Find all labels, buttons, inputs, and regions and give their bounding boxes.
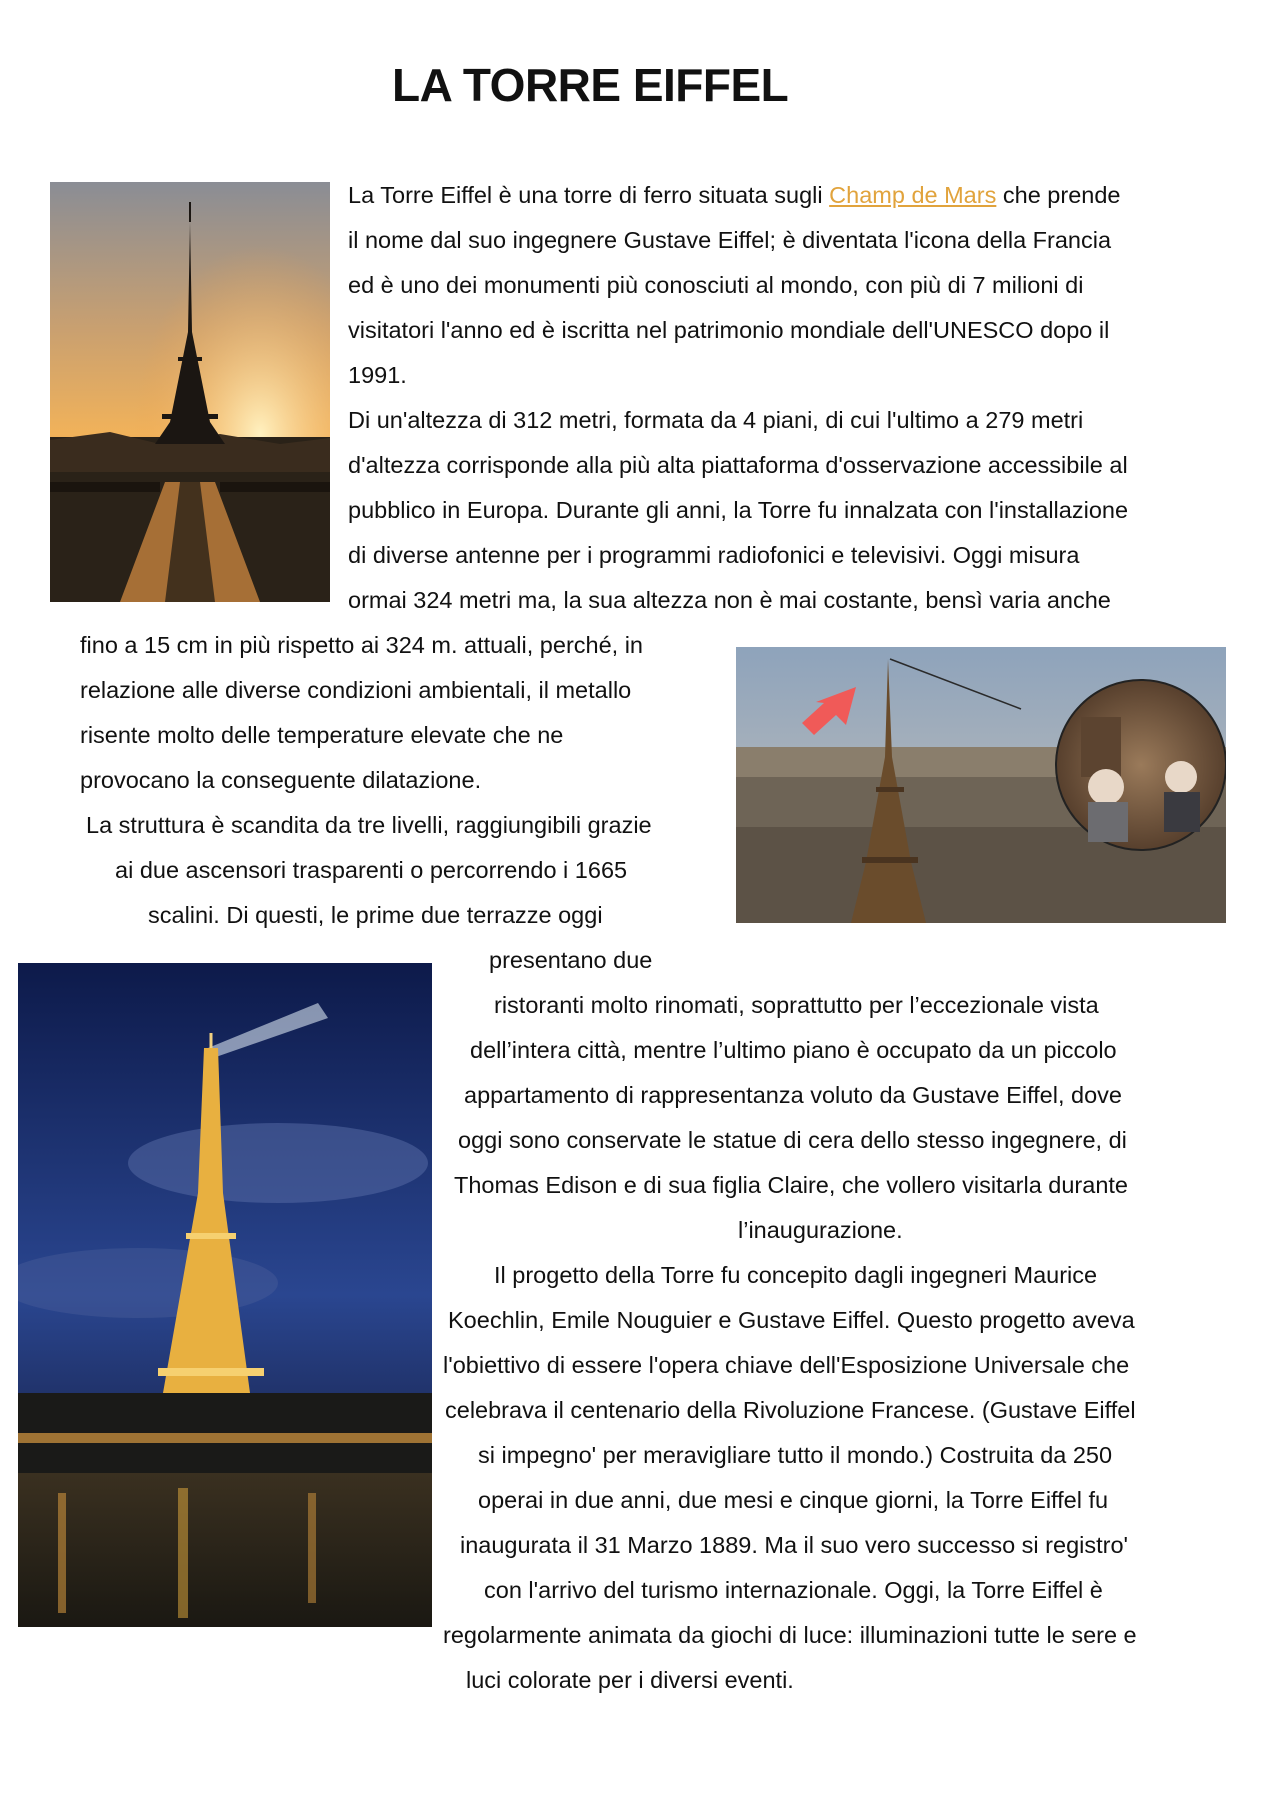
text-line: presentano due — [489, 947, 653, 973]
text-line: d'altezza corrisponde alla più alta piattaforma d'osservazione accessibile al — [348, 452, 1128, 478]
text-line: visitatori l'anno ed è iscritta nel patrimonio mondiale dell'UNESCO dopo il — [348, 317, 1110, 343]
text-line: l’inaugurazione. — [738, 1217, 903, 1243]
text-line: di diverse antenne per i programmi radiofonici e televisivi. Oggi misura — [348, 542, 1080, 568]
text-line: operai in due anni, due mesi e cinque giorni, la Torre Eiffel fu — [478, 1487, 1109, 1513]
text-line: ristoranti molto rinomati, soprattutto per l’eccezionale vista — [494, 992, 1099, 1018]
text-line: pubblico in Europa. Durante gli anni, la Torre fu innalzata con l'installazione — [348, 497, 1129, 523]
text-line: luci colorate per i diversi eventi. — [466, 1667, 794, 1693]
champ-de-mars-link[interactable]: Champ de Mars — [829, 182, 997, 208]
text-segment: La Torre Eiffel è una torre di ferro situata sugli — [348, 182, 823, 208]
text-line: scalini. Di questi, le prime due terrazze oggi — [148, 902, 603, 928]
text-line: appartamento di rappresentanza voluto da Gustave Eiffel, dove — [464, 1082, 1122, 1108]
text-line: Koechlin, Emile Nouguier e Gustave Eiffel. Questo progetto aveva — [448, 1307, 1135, 1333]
text-line: risente molto delle temperature elevate che ne — [80, 722, 564, 748]
text-line: fino a 15 cm in più rispetto ai 324 m. attuali, perché, in — [80, 632, 644, 658]
text-line: celebrava il centenario della Rivoluzione Francese. (Gustave Eiffel — [445, 1397, 1136, 1423]
text-line: ai due ascensori trasparenti o percorrendo i 1665 — [115, 857, 628, 883]
text-line — [348, 180, 1120, 210]
text-line: con l'arrivo del turismo internazionale. Oggi, la Torre Eiffel è — [484, 1577, 1103, 1603]
text-line: regolarmente animata da giochi di luce: illuminazioni tutte le sere e — [443, 1622, 1137, 1648]
text-line: inaugurata il 31 Marzo 1889. Ma il suo vero successo si registro' — [460, 1532, 1129, 1558]
text-line: ormai 324 metri ma, la sua altezza non è mai costante, bensì varia anche — [348, 587, 1111, 613]
text-line: Di un'altezza di 312 metri, formata da 4 piani, di cui l'ultimo a 279 metri — [348, 407, 1084, 433]
text-line: ed è uno dei monumenti più conosciuti al mondo, con più di 7 milioni di — [348, 272, 1084, 298]
page-title: LA TORRE EIFFEL — [392, 59, 789, 111]
text-line: Thomas Edison e di sua figlia Claire, che vollero visitarla durante — [454, 1172, 1128, 1198]
text-line: Il progetto della Torre fu concepito dagli ingegneri Maurice — [494, 1262, 1098, 1288]
text-line: si impegno' per meravigliare tutto il mondo.) Costruita da 250 — [478, 1442, 1113, 1468]
text-line: relazione alle diverse condizioni ambientali, il metallo — [80, 677, 632, 703]
text-line: La struttura è scandita da tre livelli, raggiungibili grazie — [86, 812, 652, 838]
text-line: oggi sono conservate le statue di cera dello stesso ingegnere, di — [458, 1127, 1127, 1153]
eiffel-aerial-photo — [736, 647, 1226, 923]
eiffel-sunset-photo — [50, 182, 330, 602]
text-line: 1991. — [348, 362, 407, 388]
text-line: il nome dal suo ingegnere Gustave Eiffel; è diventata l'icona della Francia — [348, 227, 1112, 253]
text-segment: che prende — [1002, 182, 1121, 208]
text-line: l'obiettivo di essere l'opera chiave dell'Esposizione Universale che — [443, 1352, 1130, 1378]
eiffel-night-photo — [18, 963, 432, 1627]
text-line: dell’intera città, mentre l’ultimo piano è occupato da un piccolo — [470, 1037, 1117, 1063]
text-line: provocano la conseguente dilatazione. — [80, 767, 482, 793]
